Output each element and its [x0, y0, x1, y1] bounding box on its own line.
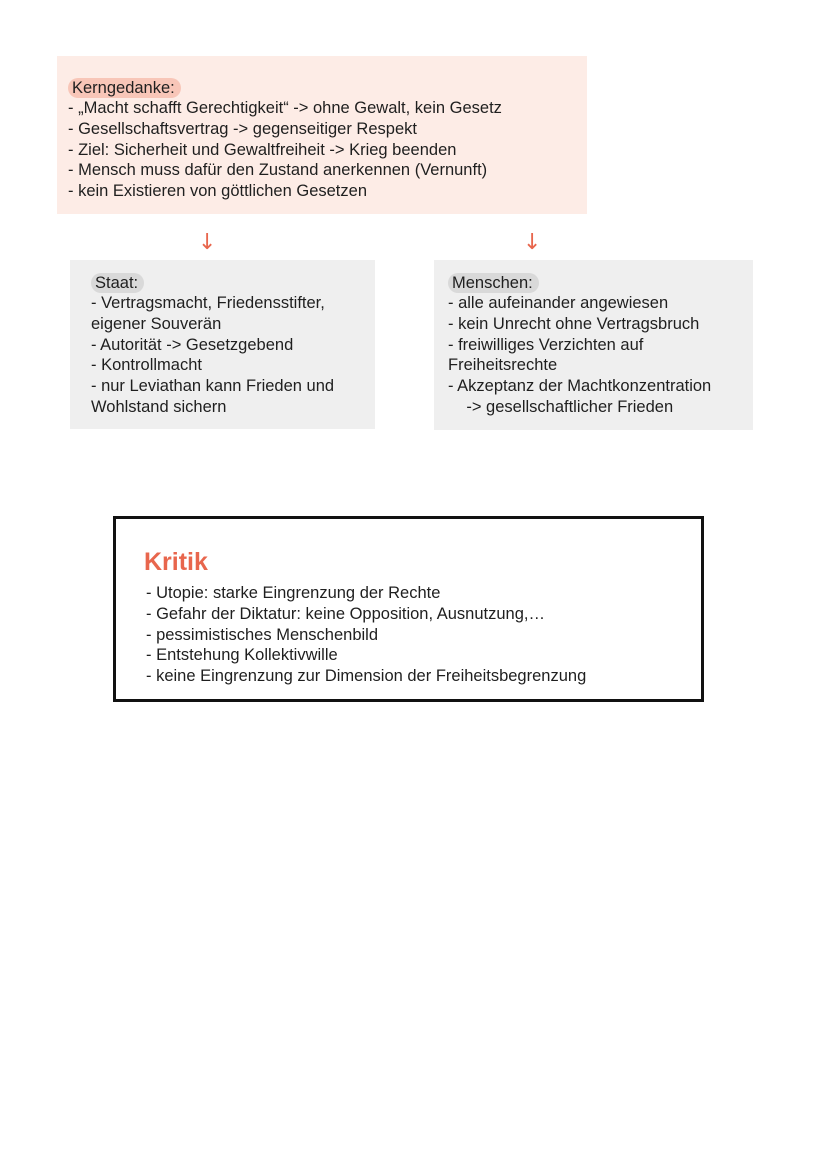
arrow-down-icon: ↓ — [523, 230, 542, 255]
arrow-down-icon: ↓ — [198, 230, 217, 255]
kritik-line: - keine Eingrenzung zur Dimension der Freiheitsbegrenzung — [146, 667, 587, 686]
staat-list — [91, 293, 375, 418]
kritik-line: - Utopie: starke Eingrenzung der Rechte — [146, 584, 441, 602]
staat-label: Staat: — [91, 273, 144, 293]
menschen-list — [448, 293, 753, 418]
menschen-line: - Akzeptanz der Machtkonzentration — [448, 377, 712, 396]
kerngedanke-line: - Mensch muss dafür den Zustand anerkennen (Vernunft) — [68, 161, 488, 180]
kritik-line: - Entstehung Kollektivwille — [146, 646, 338, 665]
kerngedanke-list — [68, 98, 587, 202]
menschen-line: - freiwilliges Verzichten auf — [448, 335, 644, 354]
kritik-list — [144, 583, 701, 687]
menschen-line: -> gesellschaftlicher Frieden — [448, 397, 674, 416]
staat-line: Wohlstand sichern — [91, 397, 227, 416]
kerngedanke-box — [57, 56, 587, 214]
kritik-box — [113, 516, 704, 702]
kritik-line: - Gefahr der Diktatur: keine Opposition, Ausnutzung,… — [146, 604, 545, 623]
menschen-line: - kein Unrecht ohne Vertragsbruch — [448, 314, 700, 333]
kerngedanke-line: - Gesellschaftsvertrag -> gegenseitiger Respekt — [68, 119, 417, 138]
kritik-title: Kritik — [144, 548, 208, 576]
kerngedanke-line: - kein Existieren von göttlichen Gesetzen — [68, 182, 367, 201]
staat-line: - Vertragsmacht, Friedensstifter, — [91, 294, 325, 312]
menschen-line: - alle aufeinander angewiesen — [448, 294, 669, 312]
kritik-line: - pessimistisches Menschenbild — [146, 625, 379, 644]
menschen-line: Freiheitsrechte — [448, 356, 558, 375]
staat-line: eigener Souverän — [91, 314, 222, 333]
kerngedanke-line: - Ziel: Sicherheit und Gewaltfreiheit -> Krieg beenden — [68, 140, 457, 159]
kerngedanke-line: - „Macht schafft Gerechtigkeit“ -> ohne Gewalt, kein Gesetz — [68, 99, 502, 117]
staat-box — [70, 260, 375, 429]
menschen-box — [434, 260, 753, 430]
staat-line: - Autorität -> Gesetzgebend — [91, 335, 294, 354]
menschen-label: Menschen: — [448, 273, 539, 293]
staat-line: - nur Leviathan kann Frieden und — [91, 377, 335, 396]
kerngedanke-label: Kerngedanke: — [68, 78, 181, 98]
staat-line: - Kontrollmacht — [91, 356, 202, 375]
